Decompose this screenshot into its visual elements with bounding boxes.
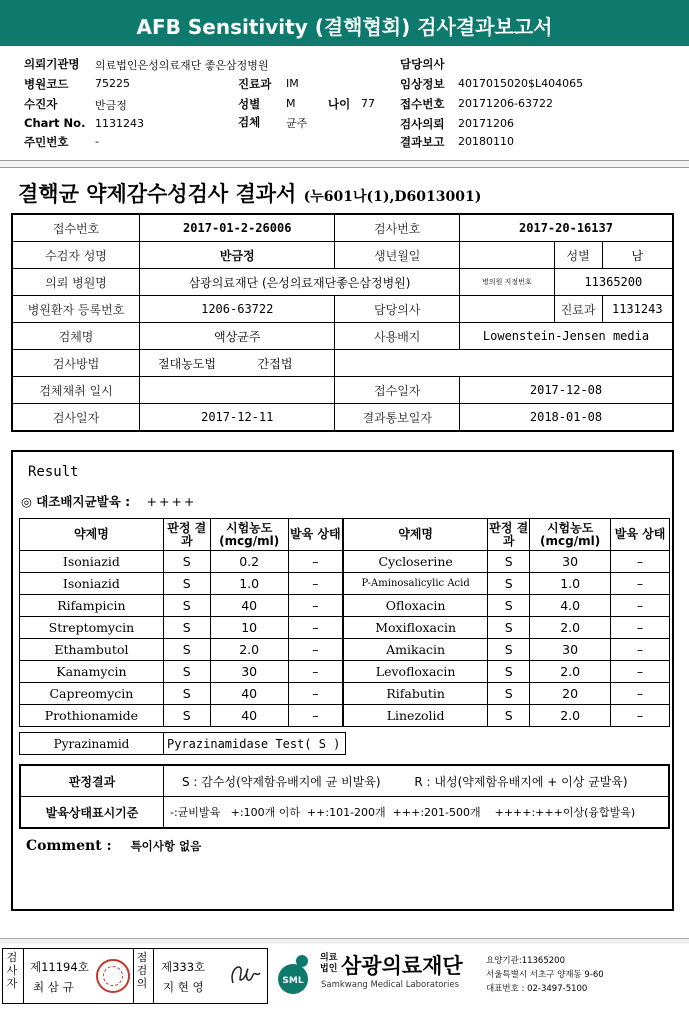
dob-value [460, 242, 555, 269]
dept-cell: 1131243 [602, 296, 673, 323]
drug-right-drug: Ofloxacin [343, 595, 488, 617]
report-title: AFB Sensitivity (결핵협회) 검사결과보고서 [136, 15, 553, 39]
document-title [18, 178, 481, 208]
drug-left-drug: Isoniazid [20, 551, 164, 573]
clinical-info-label: 임상정보 [400, 77, 445, 91]
reviewer-signature [227, 957, 263, 993]
report-date-value: 20180110 [458, 135, 514, 148]
drug-row [20, 595, 670, 617]
specimen-name-label: 검체명 [12, 323, 140, 350]
report-header-bar [0, 0, 689, 46]
drug-right-growth: – [611, 617, 670, 639]
control-growth-value: ++++ [146, 494, 197, 509]
patient-name-value: 반금정 [95, 99, 127, 112]
drug-row [20, 661, 670, 683]
drug-row [20, 573, 670, 595]
drug-right-growth: – [611, 639, 670, 661]
test-no-label: 검사번호 [335, 214, 460, 242]
drug-left-conc: 40 [210, 705, 288, 727]
legend-judge-r: R : 내성(약제함유배지에 + 이상 균발육) [414, 774, 628, 789]
drug-row [20, 639, 670, 661]
legend-judge-label: 판정결과 [20, 765, 164, 797]
dept-label: 진료과 [238, 77, 272, 91]
signature-box [2, 948, 268, 1004]
method-1: 절대농도법 [158, 356, 216, 371]
institution-value: 의료법인은성의료재단 좋은삼정병원 [95, 59, 269, 72]
receipt-no: 2017-01-2-26006 [140, 214, 335, 242]
footer-separator [0, 938, 689, 944]
drug-left-judge: S [163, 705, 210, 727]
receipt-label: 접수번호 [400, 97, 445, 111]
drug-right-judge: S [488, 683, 530, 705]
drug-right-judge: S [488, 573, 530, 595]
comment-label: Comment : [26, 838, 112, 854]
col-drug-left: 약제명 [20, 519, 164, 551]
drug-right-drug: Levofloxacin [343, 661, 488, 683]
notify-date: 2018-01-08 [460, 404, 674, 432]
drug-left-drug: Kanamycin [20, 661, 164, 683]
drug-right-conc: 30 [530, 639, 611, 661]
drug-right-growth: – [611, 573, 670, 595]
receipt-no-label: 접수번호 [12, 214, 140, 242]
drug-row [20, 617, 670, 639]
method-label: 검사방법 [12, 350, 140, 377]
specimen-label: 검체 [238, 115, 261, 129]
drug-right-drug: Cycloserine [343, 551, 488, 573]
col-judge-left: 판정 결과 [163, 519, 210, 551]
reviewer-license: 제333호 [161, 960, 206, 974]
drug-right-drug: Rifabutin [343, 683, 488, 705]
drug-right-judge: S [488, 551, 530, 573]
doctor-label-cell: 담당의사 [335, 296, 460, 323]
drug-left-growth: – [288, 661, 343, 683]
drug-right-growth: – [611, 551, 670, 573]
reviewer-name: 지 현 영 [163, 980, 204, 994]
medium-value: Lowenstein-Jensen media [460, 323, 674, 350]
drug-left-judge: S [163, 595, 210, 617]
specimen-value: 균주 [286, 117, 308, 130]
drug-table [19, 518, 670, 727]
hospital-code-label: 병원코드 [24, 77, 69, 91]
drug-left-conc: 30 [210, 661, 288, 683]
patient-name-label: 수진자 [24, 97, 58, 111]
col-conc-right: 시험농도 (mcg/ml) [530, 519, 611, 551]
org-tag: 의료 법인 [320, 953, 338, 974]
method-empty [335, 350, 673, 377]
comment-value: 특이사항 없음 [130, 839, 202, 853]
drug-right-growth: – [611, 683, 670, 705]
drug-right-drug: Moxifloxacin [343, 617, 488, 639]
logo-text: SML [282, 976, 304, 986]
org-phone: 대표번호 : 02-3497-5100 [486, 984, 588, 994]
examiner-license: 제11194호 [30, 960, 89, 974]
test-date-label: 검사일자 [12, 404, 140, 432]
drug-left-judge: S [163, 617, 210, 639]
org-address: 서울특별시 서초구 양재동 9-60 [486, 970, 604, 980]
doctor-label: 담당의사 [400, 57, 445, 71]
drug-left-drug: Capreomycin [20, 683, 164, 705]
drug-left-conc: 40 [210, 595, 288, 617]
drug-right-conc: 2.0 [530, 661, 611, 683]
subject-label: 수검자 성명 [12, 242, 140, 269]
drug-right-judge: S [488, 705, 530, 727]
drug-right-judge: S [488, 639, 530, 661]
drug-right-judge: S [488, 661, 530, 683]
drug-left-drug: Streptomycin [20, 617, 164, 639]
sex-label-cell: 성별 [554, 242, 602, 269]
drug-left-conc: 10 [210, 617, 288, 639]
dob-label: 생년월일 [335, 242, 460, 269]
sml-logo-icon [272, 952, 314, 998]
method-cell [140, 350, 335, 377]
medium-label: 사용배지 [335, 323, 460, 350]
legend-judge-s: S : 감수성(약제함유배지에 균 비발육) [182, 774, 381, 789]
document-title-main: 결핵균 약제감수성검사 결과서 [18, 181, 297, 206]
sex-value-cell: 남 [602, 242, 673, 269]
drug-left-growth: – [288, 573, 343, 595]
info-table [11, 213, 674, 432]
drug-left-growth: – [288, 595, 343, 617]
dept-value: IM [286, 77, 299, 90]
drug-left-growth: – [288, 683, 343, 705]
org-english-name: Samkwang Medical Laboratories [321, 980, 460, 990]
rrn-label: 주민번호 [24, 135, 69, 149]
drug-right-conc: 20 [530, 683, 611, 705]
drug-right-judge: S [488, 595, 530, 617]
recv-date: 2017-12-08 [460, 377, 674, 404]
document-code: (누601나(1),D6013001) [303, 189, 482, 205]
patient-reg-label: 병원환자 등록번호 [12, 296, 140, 323]
col-drug-right: 약제명 [343, 519, 488, 551]
pyrazinamid-drug: Pyrazinamid [20, 733, 164, 755]
specimen-name: 액상균주 [140, 323, 335, 350]
collect-value [140, 377, 335, 404]
drug-right-growth: – [611, 705, 670, 727]
doctor-cell [460, 296, 555, 323]
legend-growth-text: -:균비발육 +:100개 이하 ++:101-200개 +++:201-500개 ++++:+++이상(융합발육) [164, 797, 670, 829]
sex-value: M [286, 97, 296, 110]
drug-left-drug: Rifampicin [20, 595, 164, 617]
drug-right-judge: S [488, 617, 530, 639]
drug-left-conc: 2.0 [210, 639, 288, 661]
recv-date-label: 접수일자 [335, 377, 460, 404]
drug-left-judge: S [163, 551, 210, 573]
subject-name: 반금정 [140, 242, 335, 269]
report-date-label: 결과보고 [400, 135, 445, 149]
drug-right-growth: – [611, 661, 670, 683]
drug-left-drug: Ethambutol [20, 639, 164, 661]
drug-row [20, 683, 670, 705]
result-title: Result [28, 464, 79, 480]
legend-table [19, 764, 670, 829]
drug-row [20, 705, 670, 727]
pyrazinamid-row [19, 732, 346, 755]
designated-no: 11365200 [554, 269, 673, 296]
col-growth-right: 발육 상태 [611, 519, 670, 551]
request-hospital: 삼광의료재단 (은성의료재단좋은삼정병원) [140, 269, 460, 296]
control-growth-label: ◎ 대조배지균발육 : [21, 494, 131, 509]
age-label: 나이 [328, 97, 351, 111]
control-growth [21, 492, 196, 510]
method-2: 간접법 [257, 356, 293, 371]
receipt-value: 20171206-63722 [458, 97, 553, 110]
notify-date-label: 결과통보일자 [335, 404, 460, 432]
age-value: 77 [361, 97, 375, 110]
drug-left-growth: – [288, 617, 343, 639]
drug-left-judge: S [163, 683, 210, 705]
rrn-value: - [95, 135, 99, 148]
col-judge-right: 판정 결과 [488, 519, 530, 551]
examiner-seal [96, 959, 130, 993]
legend-judge-values [164, 765, 670, 797]
col-conc-left: 시험농도 (mcg/ml) [210, 519, 288, 551]
institution-label: 의뢰기관명 [24, 57, 80, 71]
col-growth-left: 발육 상태 [288, 519, 343, 551]
drug-right-drug: Linezolid [343, 705, 488, 727]
legend-growth-label: 발육상태표시기준 [20, 797, 164, 829]
drug-left-growth: – [288, 551, 343, 573]
drug-left-conc: 1.0 [210, 573, 288, 595]
chart-no-value: 1131243 [95, 117, 144, 130]
examiner-name: 최 삼 규 [33, 980, 74, 994]
drug-left-judge: S [163, 639, 210, 661]
drug-left-conc: 40 [210, 683, 288, 705]
chart-no-label: Chart No. [24, 116, 86, 130]
drug-right-drug: Amikacin [343, 639, 488, 661]
hospital-code-value: 75225 [95, 77, 130, 90]
drug-right-conc: 30 [530, 551, 611, 573]
drug-right-conc: 4.0 [530, 595, 611, 617]
result-section [11, 450, 674, 911]
test-no: 2017-20-16137 [460, 214, 674, 242]
dept-label-cell: 진료과 [554, 296, 602, 323]
drug-left-drug: Prothionamide [20, 705, 164, 727]
drug-left-conc: 0.2 [210, 551, 288, 573]
drug-right-drug: P-Aminosalicylic Acid [343, 573, 488, 595]
drug-right-conc: 1.0 [530, 573, 611, 595]
org-name: 삼광의료재단 [341, 954, 463, 978]
comment [26, 838, 201, 854]
drug-row [20, 551, 670, 573]
drug-left-growth: – [288, 705, 343, 727]
drug-left-drug: Isoniazid [20, 573, 164, 595]
drug-left-growth: – [288, 639, 343, 661]
sex-label: 성별 [238, 97, 261, 111]
clinical-info-value: 4017015020$L404065 [458, 77, 584, 90]
drug-left-judge: S [163, 573, 210, 595]
designated-no-label: 병의원 지정번호 [460, 269, 555, 296]
reviewer-label: 점검의 [136, 951, 148, 990]
header-separator [0, 160, 689, 168]
examiner-label: 검사자 [6, 951, 18, 990]
test-date: 2017-12-11 [140, 404, 335, 432]
request-date-value: 20171206 [458, 117, 514, 130]
drug-right-conc: 2.0 [530, 705, 611, 727]
drug-right-conc: 2.0 [530, 617, 611, 639]
org-code: 요양기관:11365200 [486, 956, 565, 966]
collect-label: 검체채취 일시 [12, 377, 140, 404]
drug-right-growth: – [611, 595, 670, 617]
patient-reg: 1206-63722 [140, 296, 335, 323]
request-hospital-label: 의뢰 병원명 [12, 269, 140, 296]
drug-left-judge: S [163, 661, 210, 683]
pyrazinamid-test: Pyrazinamidase Test( S ) [164, 733, 346, 755]
request-date-label: 검사의뢰 [400, 117, 445, 131]
